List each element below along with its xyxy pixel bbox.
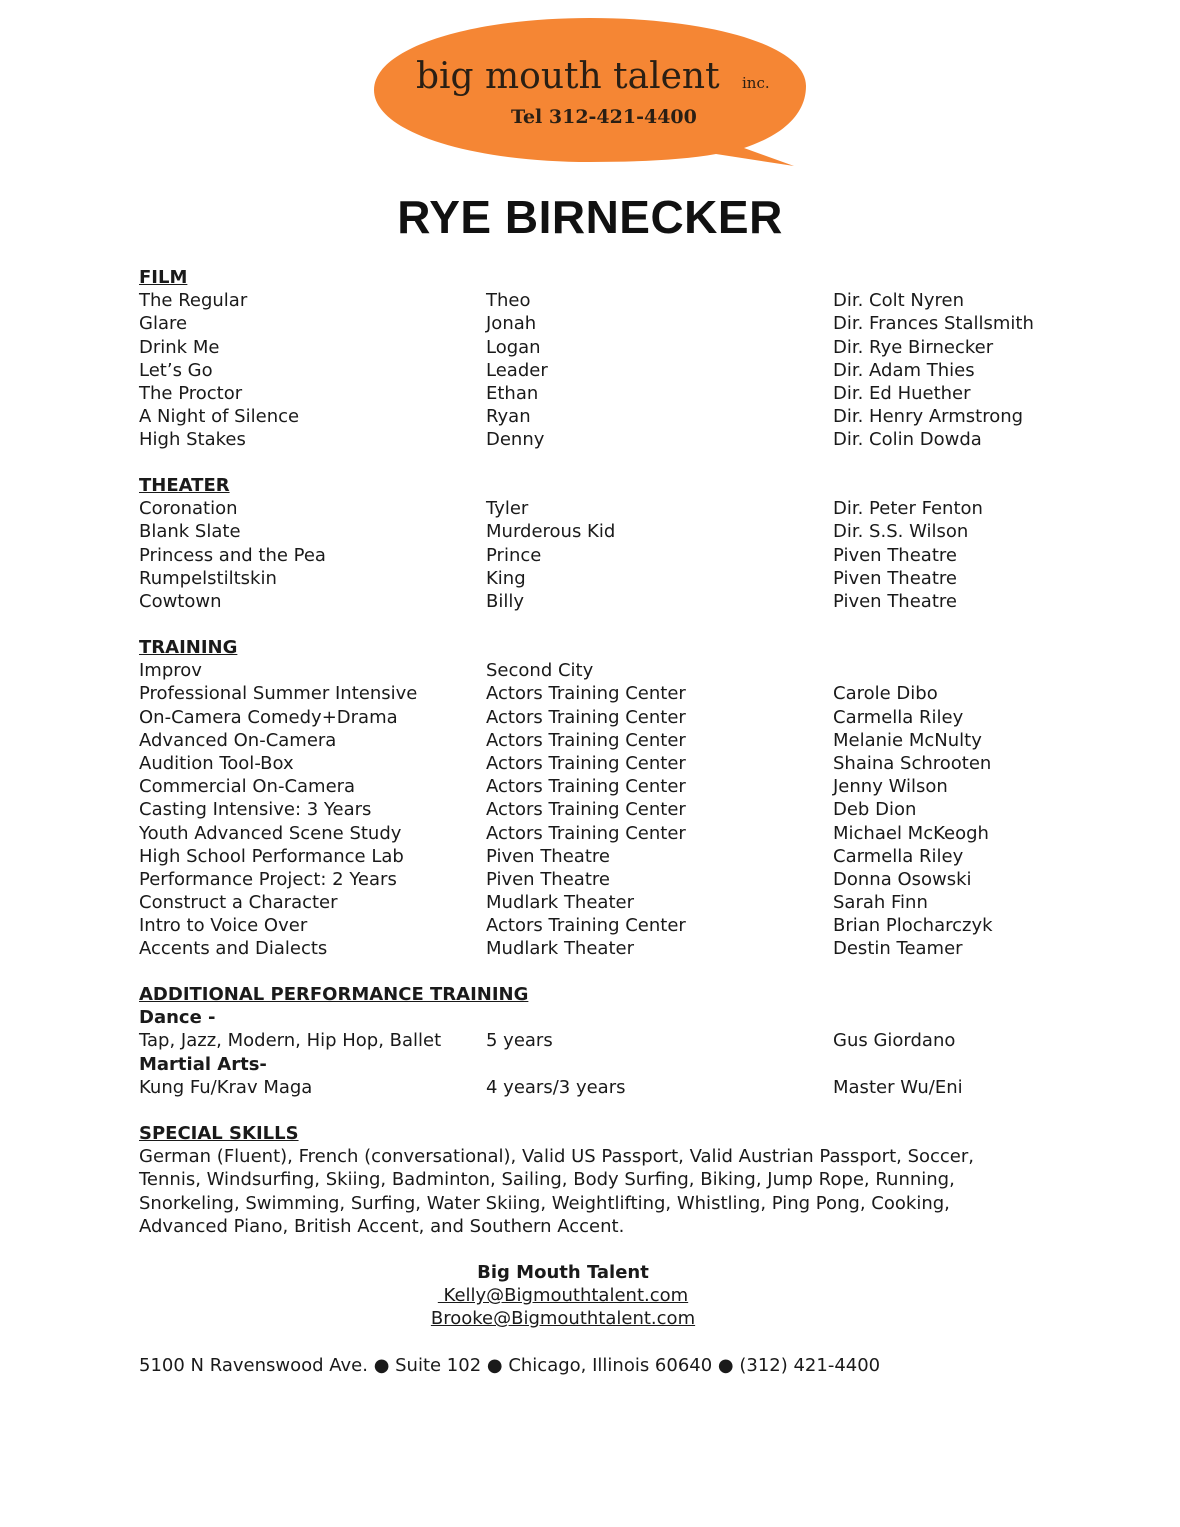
credit-director: Shaina Schrooten bbox=[833, 752, 992, 774]
credit-role: Mudlark Theater bbox=[486, 938, 634, 960]
credit-director: Dir. Colin Dowda bbox=[833, 429, 982, 451]
film-row bbox=[139, 382, 1039, 405]
film-row bbox=[139, 405, 1039, 428]
skills-line: Tennis, Windsurfing, Skiing, Badminton, Sailing, Body Surfing, Biking, Jump Rope, Running, bbox=[139, 1169, 955, 1191]
credit-director: Dir. Adam Thies bbox=[833, 359, 975, 381]
credit-title: High School Performance Lab bbox=[139, 845, 404, 867]
credit-title: Improv bbox=[139, 660, 202, 682]
credit-role: Theo bbox=[486, 290, 531, 312]
dance-row bbox=[139, 1029, 1039, 1052]
credit-role: Actors Training Center bbox=[486, 752, 686, 774]
credit-title: Intro to Voice Over bbox=[139, 915, 308, 937]
credit-title: Cowtown bbox=[139, 590, 222, 612]
agency-name: Big Mouth Talent bbox=[477, 1262, 649, 1283]
training-row bbox=[139, 937, 1039, 960]
company-logo bbox=[370, 14, 810, 170]
credit-director: Carmella Riley bbox=[833, 845, 964, 867]
training-credits bbox=[139, 659, 1039, 960]
credit-director: Jenny Wilson bbox=[833, 776, 948, 798]
training-section bbox=[139, 636, 1039, 961]
martial-arts-styles: Kung Fu/Krav Maga bbox=[139, 1076, 313, 1098]
martial-arts-teacher: Master Wu/Eni bbox=[833, 1076, 963, 1098]
film-row bbox=[139, 289, 1039, 312]
credit-director: Brian Plocharczyk bbox=[833, 915, 993, 937]
credit-title: Commercial On-Camera bbox=[139, 776, 356, 798]
training-heading: TRAINING bbox=[139, 637, 238, 658]
credit-director: Dir. Ed Huether bbox=[833, 382, 971, 404]
skills-line: German (Fluent), French (conversational), Valid US Passport, Valid Austrian Passport, Soccer, bbox=[139, 1146, 975, 1168]
theater-section bbox=[139, 474, 1039, 613]
film-row bbox=[139, 336, 1039, 359]
credit-title: Princess and the Pea bbox=[139, 544, 326, 566]
credit-role: Logan bbox=[486, 336, 541, 358]
credit-title: Advanced On-Camera bbox=[139, 729, 337, 751]
film-section bbox=[139, 266, 1039, 452]
credit-role: Actors Training Center bbox=[486, 729, 686, 751]
credit-title: Glare bbox=[139, 313, 188, 335]
credit-director: Dir. Rye Birnecker bbox=[833, 336, 994, 358]
credit-director: Carole Dibo bbox=[833, 683, 938, 705]
training-row bbox=[139, 775, 1039, 798]
credit-role: Murderous Kid bbox=[486, 521, 616, 543]
theater-credits bbox=[139, 497, 1039, 613]
training-row bbox=[139, 914, 1039, 937]
credit-title: Drink Me bbox=[139, 336, 220, 358]
special-skills-section bbox=[139, 1122, 1039, 1238]
skills-line: Advanced Piano, British Accent, and Southern Accent. bbox=[139, 1215, 625, 1237]
theater-row bbox=[139, 497, 1039, 520]
credit-director: Piven Theatre bbox=[833, 544, 957, 566]
credit-director: Dir. Peter Fenton bbox=[833, 498, 983, 520]
credit-director: Piven Theatre bbox=[833, 590, 957, 612]
credit-role: Prince bbox=[486, 544, 542, 566]
training-row bbox=[139, 729, 1039, 752]
theater-row bbox=[139, 567, 1039, 590]
credit-title: Rumpelstiltskin bbox=[139, 567, 277, 589]
credit-title: Accents and Dialects bbox=[139, 938, 328, 960]
film-row bbox=[139, 428, 1039, 451]
credit-title: Audition Tool-Box bbox=[139, 752, 294, 774]
credit-role: Tyler bbox=[486, 498, 529, 520]
actor-name: RYE BIRNECKER bbox=[397, 191, 783, 243]
logo-suffix: inc. bbox=[742, 74, 770, 92]
credit-role: Denny bbox=[486, 429, 545, 451]
training-row bbox=[139, 868, 1039, 891]
credit-title: Blank Slate bbox=[139, 521, 241, 543]
logo-phone: Tel 312-421-4400 bbox=[511, 106, 697, 128]
credit-director: Dir. Henry Armstrong bbox=[833, 406, 1024, 428]
credit-director: Carmella Riley bbox=[833, 706, 964, 728]
credit-title: Let’s Go bbox=[139, 359, 213, 381]
credit-role: Billy bbox=[486, 590, 525, 612]
agency-address: 5100 N Ravenswood Ave. ● Suite 102 ● Chicago, Illinois 60640 ● (312) 421-4400 bbox=[139, 1355, 881, 1376]
credit-role: Actors Training Center bbox=[486, 776, 686, 798]
credit-title: Youth Advanced Scene Study bbox=[139, 822, 402, 844]
credit-title: Construct a Character bbox=[139, 892, 338, 914]
credit-role: Ethan bbox=[486, 382, 539, 404]
film-heading: FILM bbox=[139, 267, 188, 288]
agency-contact bbox=[0, 1261, 1126, 1331]
credit-role: Piven Theatre bbox=[486, 868, 610, 890]
credit-title: A Night of Silence bbox=[139, 406, 300, 428]
credit-director: Deb Dion bbox=[833, 799, 917, 821]
dance-teacher: Gus Giordano bbox=[833, 1030, 956, 1052]
martial-arts-row bbox=[139, 1076, 1039, 1099]
dance-duration: 5 years bbox=[486, 1030, 553, 1052]
dance-subheading: Dance - bbox=[139, 1007, 216, 1029]
theater-heading: THEATER bbox=[139, 475, 230, 496]
credit-director: Sarah Finn bbox=[833, 892, 928, 914]
training-row bbox=[139, 659, 1039, 682]
training-row bbox=[139, 752, 1039, 775]
credit-title: The Proctor bbox=[139, 382, 243, 404]
skills-line: Snorkeling, Swimming, Surfing, Water Skiing, Weightlifting, Whistling, Ping Pong, Cooking, bbox=[139, 1192, 950, 1214]
credit-title: Performance Project: 2 Years bbox=[139, 868, 397, 890]
training-row bbox=[139, 891, 1039, 914]
film-row bbox=[139, 359, 1039, 382]
credit-role: Mudlark Theater bbox=[486, 892, 634, 914]
training-row bbox=[139, 706, 1039, 729]
credit-director: Michael McKeogh bbox=[833, 822, 989, 844]
special-skills-text bbox=[139, 1145, 1019, 1238]
additional-training-heading: ADDITIONAL PERFORMANCE TRAINING bbox=[139, 984, 529, 1005]
credit-director: Dir. Frances Stallsmith bbox=[833, 313, 1034, 335]
film-credits bbox=[139, 289, 1039, 451]
credit-role: Actors Training Center bbox=[486, 683, 686, 705]
email-link-kelly[interactable]: Kelly@Bigmouthtalent.com bbox=[437, 1285, 689, 1307]
credit-role: Ryan bbox=[486, 406, 531, 428]
film-row bbox=[139, 312, 1039, 335]
additional-training-section bbox=[139, 983, 1039, 1099]
training-row bbox=[139, 822, 1039, 845]
credit-director: Dir. Colt Nyren bbox=[833, 290, 965, 312]
credit-title: Professional Summer Intensive bbox=[139, 683, 418, 705]
training-row bbox=[139, 682, 1039, 705]
logo-wordmark: big mouth talent bbox=[416, 56, 720, 97]
credit-role: Piven Theatre bbox=[486, 845, 610, 867]
credit-role: Second City bbox=[486, 660, 594, 682]
credit-role: Actors Training Center bbox=[486, 799, 686, 821]
credit-title: High Stakes bbox=[139, 429, 246, 451]
credit-role: Jonah bbox=[486, 313, 537, 335]
dance-styles: Tap, Jazz, Modern, Hip Hop, Ballet bbox=[139, 1030, 442, 1052]
training-row bbox=[139, 798, 1039, 821]
credit-director: Donna Osowski bbox=[833, 868, 972, 890]
credit-title: Coronation bbox=[139, 498, 238, 520]
theater-row bbox=[139, 590, 1039, 613]
credit-director: Destin Teamer bbox=[833, 938, 963, 960]
credit-role: Leader bbox=[486, 359, 548, 381]
martial-arts-duration: 4 years/3 years bbox=[486, 1076, 626, 1098]
credit-role: Actors Training Center bbox=[486, 706, 686, 728]
credit-director: Dir. S.S. Wilson bbox=[833, 521, 969, 543]
email-link-brooke[interactable]: Brooke@Bigmouthtalent.com bbox=[430, 1308, 696, 1330]
credit-title: The Regular bbox=[139, 290, 248, 312]
special-skills-heading: SPECIAL SKILLS bbox=[139, 1123, 299, 1144]
martial-arts-subheading: Martial Arts- bbox=[139, 1053, 267, 1075]
training-row bbox=[139, 845, 1039, 868]
credit-title: On-Camera Comedy+Drama bbox=[139, 706, 398, 728]
credit-director: Piven Theatre bbox=[833, 567, 957, 589]
credit-director: Melanie McNulty bbox=[833, 729, 982, 751]
credit-role: Actors Training Center bbox=[486, 915, 686, 937]
credit-title: Casting Intensive: 3 Years bbox=[139, 799, 372, 821]
theater-row bbox=[139, 520, 1039, 543]
credit-role: Actors Training Center bbox=[486, 822, 686, 844]
theater-row bbox=[139, 544, 1039, 567]
credit-role: King bbox=[486, 567, 526, 589]
